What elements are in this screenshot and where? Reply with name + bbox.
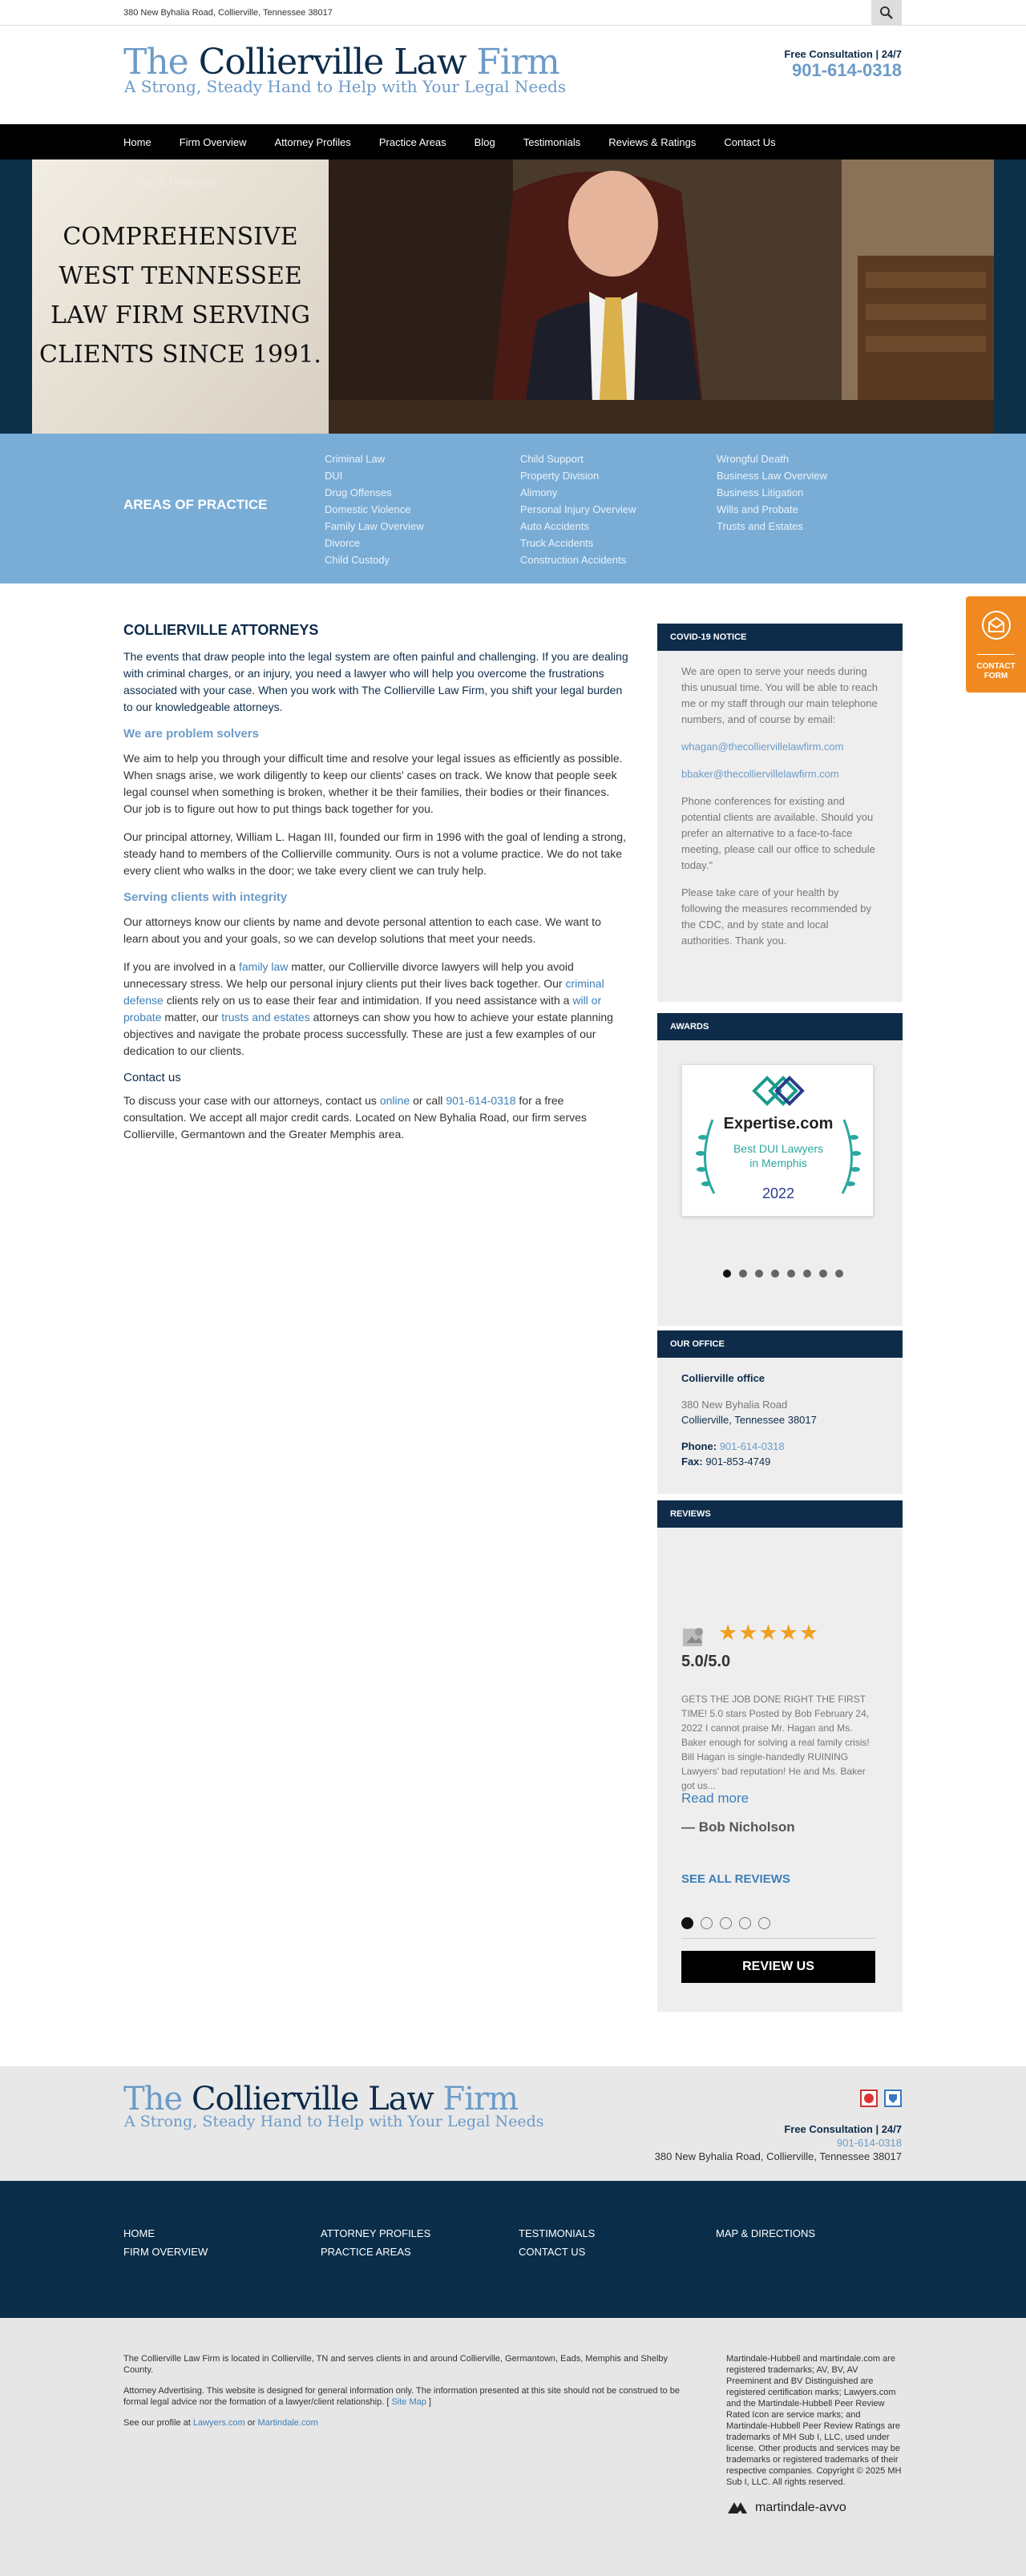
paragraph (123, 1092, 628, 1143)
footer-nav-firm-overview[interactable]: FIRM OVERVIEW (123, 2246, 208, 2258)
areas-of-practice (0, 434, 1026, 583)
lawyers-com-link[interactable]: Lawyers.com (192, 2418, 245, 2428)
top-address: 380 New Byhalia Road, Collierville, Tennessee 38017 (123, 8, 333, 18)
reviews-carousel-dots (681, 1917, 770, 1929)
text: To discuss your case with our attorneys, contact us (123, 1094, 380, 1107)
practice-link[interactable]: Family Law Overview (325, 520, 424, 532)
criminal-defense-link[interactable]: criminal defense (123, 977, 604, 1007)
paragraph: We aim to help you through your difficult time and resolve your legal issues as efficiently as possible. When snags arise, we work diligently to keep our clients' cases on track. We know that people seek legal counsel when something is broken, whether it be their families, their bodies or their finances. Our job is to figure out how to put things back together for you. (123, 752, 623, 815)
footer-legal (0, 2318, 1026, 2576)
laurel-left-icon (693, 1113, 719, 1201)
widget-title: COVID-19 NOTICE (657, 624, 903, 651)
hero-text-panel (32, 159, 329, 434)
hero-tagline: COMPREHENSIVE WEST TENNESSEE LAW FIRM SERVING CLIENTS SINCE 1991. (39, 223, 321, 369)
our-office-widget (657, 1330, 903, 1494)
practice-link[interactable]: Trusts and Estates (717, 520, 803, 532)
awards-widget (657, 1013, 903, 1326)
legal-text: The Collierville Law Firm is located in Collierville, TN and serves clients in and around Collierville, Germantown, Eads, Memphis and Shelby County. (123, 2354, 669, 2375)
text: See our profile at (123, 2418, 193, 2428)
online-contact-link[interactable]: online (379, 1094, 410, 1107)
envelope-icon (982, 611, 1011, 640)
attorney-photo (329, 159, 994, 434)
paragraph: Phone conferences for existing and potential clients are available. Should you prefer an alternative to a face-to-face meeting, please call our office to schedule today." (681, 795, 875, 871)
phone-label: Phone: (681, 1440, 717, 1452)
practice-link[interactable]: Property Division (520, 470, 600, 482)
trusts-estates-link[interactable]: trusts and estates (221, 1011, 310, 1024)
footer-brand-band (0, 2066, 1026, 2181)
divider (977, 654, 1015, 655)
section-heading: We are problem solvers (123, 727, 259, 741)
text: or call (410, 1094, 446, 1107)
top-bar (0, 0, 1026, 26)
paragraph: Our attorneys know our clients by name and devote personal attention to each case. We want to learn about you and your goals, so we can develop solutions that meet your needs. (123, 915, 601, 945)
logo-word-name: Collierville Law (191, 2081, 434, 2118)
awards-carousel-dots (723, 1270, 843, 1278)
site-header (0, 26, 1026, 124)
footer-phone-link[interactable]: 901-614-0318 (837, 2137, 902, 2149)
carousel-dot[interactable] (819, 1270, 827, 1278)
practice-link[interactable]: Auto Accidents (520, 520, 589, 532)
site-tagline: A Strong, Steady Hand to Help with Your Legal Needs (124, 77, 567, 96)
free-consultation-label: Free Consultation | 24/7 (784, 48, 902, 60)
office-phone-link[interactable]: 901-614-0318 (719, 1440, 785, 1452)
star-rating: ★★★★★ (718, 1621, 820, 1645)
carousel-dot[interactable] (803, 1270, 811, 1278)
carousel-dot[interactable] (755, 1270, 763, 1278)
practice-link[interactable]: Alimony (520, 487, 558, 499)
practice-link[interactable]: Personal Injury Overview (520, 503, 636, 515)
text: for a free consultation. We accept all major credit cards. Located on New Byhalia Road, our firm serves Collierville, Germantown and the Greater Memphis area. (123, 1094, 587, 1141)
footer-nav-testimonials[interactable]: TESTIMONIALS (519, 2227, 596, 2239)
family-law-link[interactable]: family law (238, 960, 289, 973)
hero-banner (0, 159, 1026, 434)
carousel-dot[interactable] (720, 1917, 732, 1929)
footer-tagline: A Strong, Steady Hand to Help with Your Legal Needs (124, 2113, 544, 2130)
paragraph: Please take care of your health by following the measures recommended by the CDC, and by state and local authorities. Thank you. (681, 886, 872, 947)
martindale-avvo-logo[interactable] (726, 2501, 903, 2515)
article (123, 622, 628, 1154)
widget-title: REVIEWS (657, 1500, 903, 1528)
section-heading: Contact us (123, 1071, 181, 1084)
carousel-dot[interactable] (681, 1917, 693, 1929)
carousel-dot[interactable] (739, 1270, 747, 1278)
widget-title: AWARDS (657, 1013, 903, 1040)
practice-link[interactable]: Truck Accidents (520, 537, 594, 549)
text: matter, our Collierville divorce lawyers will help you avoid unnecessary stress. We help our personal injury clients put their lives back together. Our (123, 960, 574, 990)
map-pin-icon (681, 1625, 705, 1649)
tab-label: FORM (984, 672, 1008, 680)
award-brand: Expertise.com (723, 1115, 834, 1133)
martindale-avvo-text: martindale-avvo (755, 2501, 846, 2514)
text: or (244, 2418, 258, 2428)
review-us-button[interactable]: REVIEW US (681, 1951, 875, 1983)
practice-link[interactable]: Business Law Overview (717, 470, 827, 482)
martindale-link[interactable]: Martindale.com (257, 2418, 318, 2428)
footer-nav-attorney-profiles[interactable]: ATTORNEY PROFILES (321, 2227, 431, 2239)
trademark-text: Martindale-Hubbell and martindale.com are registered trademarks; AV, BV, AV Preeminent and BV Distinguished are registered certification marks; Lawyers.com and the Martindale-Hubbell Peer Review Rated Icon are service marks; and Martindale-Hubbell Peer Review Ratings are trademarks of MH Sub I, LLC, used under license. Other products and services may be trademarks or registered trademarks of their respective companies. Copyright © 2025 MH Sub I, LLC. All rights reserved. (726, 2354, 902, 2487)
nav-attorney-profiles[interactable]: Attorney Profiles (274, 135, 351, 148)
main-content-area (0, 583, 1026, 2066)
nav-home[interactable]: Home (123, 135, 151, 148)
practice-link[interactable]: Drug Offenses (325, 487, 392, 499)
divider (681, 1938, 875, 1939)
author-name: Bob Nicholson (698, 1819, 795, 1835)
paragraph: We are open to serve your needs during this unusual time. You will be able to reach me or my staff through our main telephone numbers, and of course by email: (681, 665, 878, 725)
email-link[interactable]: bbaker@thecolliervillelawfirm.com (681, 768, 839, 780)
carousel-dot[interactable] (835, 1270, 843, 1278)
nav-contact-us[interactable]: Contact Us (724, 135, 776, 148)
practice-link[interactable]: Wills and Probate (717, 503, 798, 515)
award-badge[interactable] (681, 1064, 874, 1217)
site-map-link[interactable]: Site Map (391, 2397, 426, 2407)
phone-link[interactable]: 901-614-0318 (446, 1094, 516, 1107)
fax-label: Fax: (681, 1456, 703, 1468)
text: matter, our (161, 1011, 222, 1024)
nav-firm-overview[interactable]: Firm Overview (179, 135, 247, 148)
footer-consult: Free Consultation | 24/7 (784, 2123, 902, 2135)
will-probate-link[interactable]: will or probate (123, 994, 602, 1024)
legal-text (123, 2385, 693, 2408)
areas-title: AREAS OF PRACTICE (123, 497, 268, 512)
paragraph (123, 959, 628, 1060)
practice-link[interactable]: Wrongful Death (717, 453, 790, 465)
footer-nav-contact-us[interactable]: CONTACT US (519, 2246, 586, 2258)
carousel-dot[interactable] (723, 1270, 731, 1278)
office-address-line: Collierville, Tennessee 38017 (681, 1414, 817, 1426)
text: attorneys can show you how to achieve your estate planning objectives and navigate the probate process successfully. These are just a few examples of our dedication to our clients. (123, 1011, 613, 1057)
award-year: 2022 (761, 1185, 795, 1201)
logo-word-the: The (123, 2081, 183, 2118)
covid-notice-widget (657, 624, 903, 1002)
page-title: COLLIERVILLE ATTORNEYS (123, 622, 319, 638)
carousel-dot[interactable] (771, 1270, 779, 1278)
read-more-link[interactable]: Read more (681, 1791, 749, 1806)
nav-testimonials[interactable]: Testimonials (523, 135, 581, 148)
award-line: Best DUI Lawyers (733, 1142, 824, 1155)
office-address-line: 380 New Byhalia Road (681, 1399, 788, 1411)
text: If you are involved in a (123, 960, 239, 973)
practice-link[interactable]: Child Support (520, 453, 584, 465)
header-phone-link[interactable]: 901-614-0318 (791, 60, 902, 80)
practice-link[interactable]: DUI (325, 470, 343, 482)
practice-link[interactable]: Domestic Violence (325, 503, 411, 515)
review-text: GETS THE JOB DONE RIGHT THE FIRST TIME! 5.0 stars Posted by Bob February 24, 2022 I cannot praise Mr. Hagan and Ms. Baker enough for solving a real family crisis! Bill Hagan is single-handedly RUINING Lawyers' bad reputation! He and Ms. Baker got us... (681, 1694, 870, 1791)
award-line: in Memphis (749, 1157, 807, 1169)
office-name: Collierville office (681, 1372, 765, 1384)
review-author: — Bob Nicholson (681, 1819, 795, 1835)
logo-word-firm: Firm (476, 42, 559, 83)
footer-nav-map-directions[interactable]: MAP & DIRECTIONS (716, 2227, 816, 2239)
carousel-dot[interactable] (787, 1270, 795, 1278)
carousel-dot[interactable] (739, 1917, 751, 1929)
office-fax: 901-853-4749 (705, 1456, 771, 1468)
carousel-dot[interactable] (758, 1917, 770, 1929)
section-heading: Serving clients with integrity (123, 890, 288, 904)
practice-link[interactable]: Criminal Law (325, 453, 386, 465)
text: clients rely on us to ease their fear and intimidation. If you need assistance with a (163, 994, 573, 1007)
carousel-dot[interactable] (701, 1917, 713, 1929)
email-link[interactable]: whagan@thecolliervillelawfirm.com (681, 741, 844, 753)
legal-text (123, 2417, 693, 2429)
laurel-right-icon (838, 1113, 863, 1201)
footer-logo[interactable] (123, 2082, 518, 2116)
search-button[interactable] (871, 0, 902, 26)
main-nav (0, 124, 1026, 159)
nav-blog[interactable]: Blog (474, 135, 495, 148)
logo-word-firm: Firm (442, 2081, 519, 2118)
footer-address: 380 New Byhalia Road, Collierville, Tennessee 38017 (654, 2150, 902, 2162)
rating-score: 5.0/5.0 (681, 1653, 731, 1670)
practice-link[interactable]: Divorce (325, 537, 361, 549)
footer-nav (0, 2181, 1026, 2318)
reviews-widget (657, 1500, 903, 2012)
logo-word-name: Collierville Law (198, 42, 467, 83)
martindale-avvo-icon (726, 2501, 750, 2515)
text: Attorney Advertising. This website is designed for general information only. The information presented at this site should not be construed to be formal legal advice nor the formation of a lawyer/client relationship. [ (123, 2386, 681, 2407)
site-logo[interactable] (123, 43, 559, 82)
paragraph: Our principal attorney, William L. Hagan III, founded our firm in 1996 with the goal of lending a strong, steady hand to members of the Collierville community. Ours is not a volume practice. We do not take every client who walks in the door; we take every client we can truly help. (123, 830, 626, 877)
nav-reviews-ratings[interactable]: Reviews & Ratings (608, 135, 697, 148)
nav-practice-areas[interactable]: Practice Areas (378, 135, 446, 148)
widget-title: OUR OFFICE (657, 1330, 903, 1358)
practice-link[interactable]: Business Litigation (717, 487, 804, 499)
logo-word-the: The (123, 42, 188, 83)
social-icon-blue[interactable] (884, 2089, 902, 2107)
intro-paragraph: The events that draw people into the legal system are often painful and challenging. If you are dealing with criminal charges, or an injury, you need a lawyer who will help you overcome the frustrations associated with your case. When you work with The Collierville Law Firm, you shift your legal burden to our knowledgeable attorneys. (123, 650, 628, 713)
contact-form-tab[interactable] (966, 596, 1026, 692)
footer-nav-home[interactable]: HOME (123, 2227, 155, 2239)
map-directions-link[interactable]: Map & Directions (136, 176, 216, 188)
text: ] (426, 2397, 431, 2407)
expertise-logo-icon (748, 1075, 809, 1107)
search-icon (879, 6, 894, 20)
social-icon-red[interactable] (860, 2089, 878, 2107)
footer-nav-practice-areas[interactable]: PRACTICE AREAS (321, 2246, 411, 2258)
practice-link[interactable]: Construction Accidents (520, 554, 627, 566)
see-all-reviews-link[interactable]: SEE ALL REVIEWS (681, 1872, 790, 1886)
tab-label: CONTACT (976, 662, 1016, 671)
practice-link[interactable]: Child Custody (325, 554, 390, 566)
